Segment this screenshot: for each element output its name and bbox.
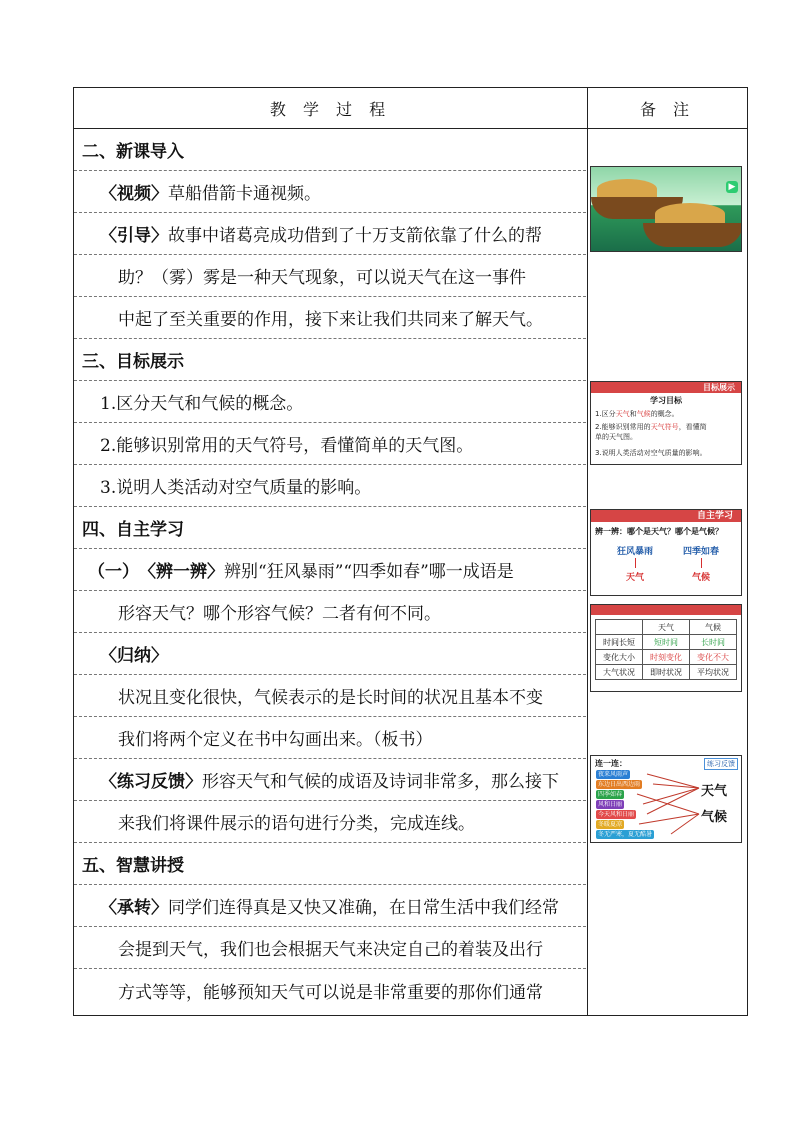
column-divider (587, 87, 588, 1016)
slide-goals-title: 学习目标 (650, 396, 682, 405)
row-distinguish-cont: 形容天气？哪个形容气候？二者有何不同。 (74, 591, 586, 633)
match-item: 风和日丽 (598, 801, 623, 808)
arrow-1 (635, 558, 636, 568)
goal-2: 2.能够识别常用的天气符号，看懂简单的天气图。 (74, 423, 586, 465)
match-item: 东边日出西边雨 (598, 781, 641, 788)
boat-right (643, 223, 742, 247)
straw-bundle (597, 179, 657, 199)
row-summary: 〈归纳〉 (74, 633, 586, 675)
slide-distinguish (590, 509, 742, 596)
row-video: 〈视频〉 草船借箭卡通视频。 (74, 171, 586, 213)
slide-compare-table (590, 604, 742, 692)
slide-title-bar: 自主学习 (591, 510, 741, 522)
section-heading-5: 五、智慧讲授 (74, 843, 586, 885)
section-heading-4: 四、自主学习 (74, 507, 586, 549)
match-weather: 天气 (701, 784, 728, 799)
section-heading-3: 三、目标展示 (74, 339, 586, 381)
match-climate: 气候 (701, 810, 728, 825)
row-practice-cont: 来我们将课件展示的语句进行分类，完成连线。 (74, 801, 586, 843)
video-thumbnail[interactable] (590, 166, 742, 252)
word-spring: 四季如春 (683, 547, 720, 557)
slide-goals-line3: 3.说明人类活动对空气质量的影响。 (595, 449, 707, 457)
answer-weather: 天气 (626, 573, 645, 583)
row-transition: 〈承转〉 同学们连得真是又快又准确，在日常生活中我们经常 (74, 885, 586, 927)
slide-title-bar (591, 605, 741, 615)
play-icon[interactable]: ▶ (726, 181, 738, 193)
row-summary-cont1: 状况且变化很快，气候表示的是长时间的状况且基本不变 (74, 675, 586, 717)
word-storm: 狂风暴雨 (617, 547, 654, 557)
row-summary-cont2: 我们将两个定义在书中勾画出来。（板书） (74, 717, 586, 759)
straw-bundle-2 (655, 203, 725, 225)
answer-climate: 气候 (692, 573, 711, 583)
match-item: 夜来风雨声 (598, 771, 629, 778)
row-guide-cont1: 助？（雾）雾是一种天气现象，可以说天气在这一事件 (74, 255, 586, 297)
goal-3: 3.说明人类活动对空气质量的影响。 (74, 465, 586, 507)
row-practice: 〈练习反馈〉 形容天气和气候的成语及诗词非常多，那么接下 (74, 759, 586, 801)
arrow-2 (701, 558, 702, 568)
slide-question: 辨一辨：哪个是天气？哪个是气候？ (595, 527, 723, 536)
row-transition-cont2: 方式等等，能够预知天气可以说是非常重要的那你们通常 (118, 982, 543, 1003)
header-notes: 备 注 (639, 99, 696, 119)
slide-goals-line2: 2.能够识别常用的天气符号，看懂简 (595, 423, 707, 431)
match-item: 四季如春 (598, 791, 623, 798)
row-distinguish: （一） 〈辨一辨〉 辨别“狂风暴雨”“四季如春”哪一成语是 (74, 549, 586, 591)
row-guide-cont2: 中起了至关重要的作用，接下来让我们共同来了解天气。 (74, 297, 586, 339)
row-transition-cont1: 会提到天气，我们也会根据天气来决定自己的着装及出行 (74, 927, 586, 969)
match-item: 冬无严寒，夏无酷暑 (598, 831, 653, 838)
row-guide: 〈引导〉 故事中诸葛亮成功借到了十万支箭依靠了什么的帮 (74, 213, 586, 255)
goal-1: 1.区分天气和气候的概念。 (74, 381, 586, 423)
match-heading: 连一连： (595, 759, 627, 768)
slide-matching (590, 755, 742, 843)
slide-goals-line2b: 单的天气图。 (595, 433, 637, 441)
match-tag: 练习反馈 (704, 758, 738, 770)
section-heading-2: 二、新课导入 (74, 129, 586, 171)
header-process: 教 学 过 程 (269, 99, 392, 119)
slide-goals-line1: 1.区分天气和气候的概念。 (595, 410, 679, 418)
match-item: 今天风和日丽 (598, 811, 635, 818)
compare-table: 天气 气候 时间长短 短时间 长时间 变化大小 时刻变化 变化不大 大气状况 即时状况 平均状况 (595, 619, 737, 680)
match-item: 冬暖夏凉 (598, 821, 623, 828)
slide-goals (590, 381, 742, 465)
slide-title-bar: 目标展示 (591, 382, 741, 393)
